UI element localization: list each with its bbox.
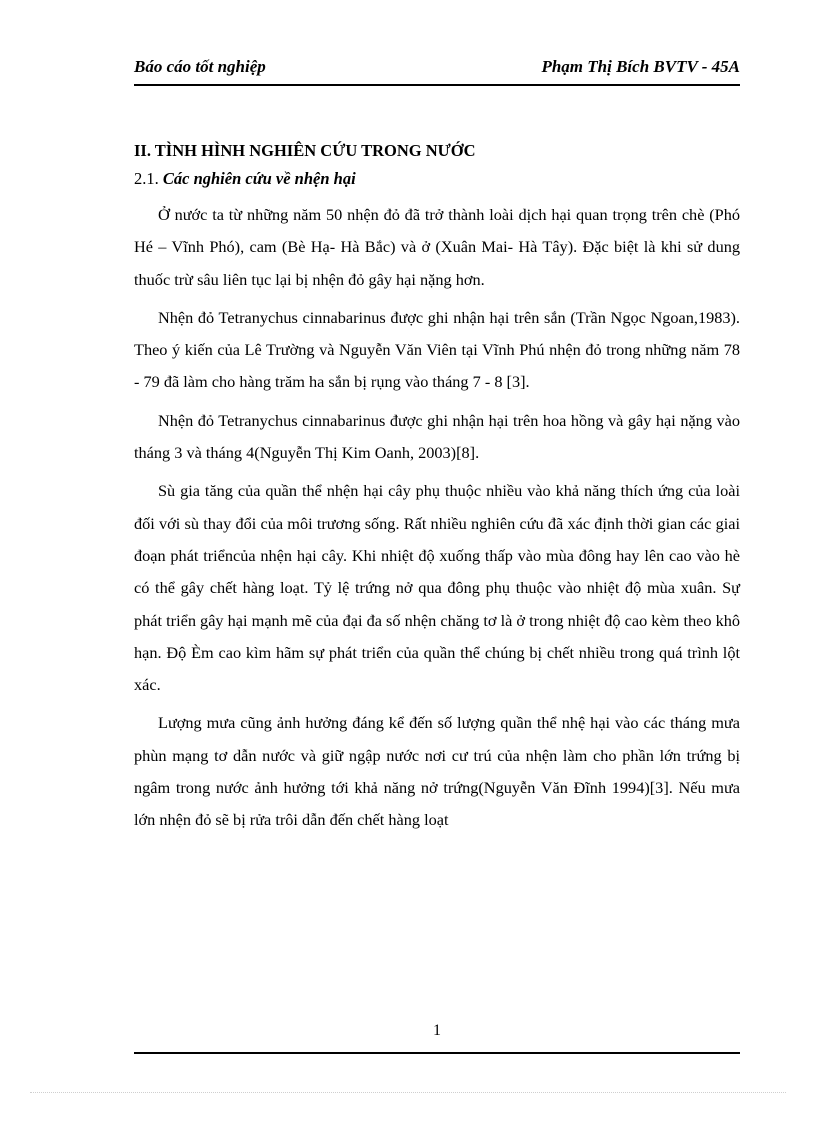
subsection-heading — [134, 165, 740, 193]
page-footer — [134, 1018, 740, 1054]
header-report-title: Báo cáo tốt nghiệp — [134, 57, 266, 76]
document-body — [134, 137, 740, 843]
paragraph-4: Sù gia tăng của quần thể nhện hại cây phụ thuộc nhiều vào khả năng thích ứng của loài đối với sù thay đổi của môi trương sống. Rất nhiều nghiên cứu đã xác định thời gian các giai đoạn phát triểncủa nhện hại cây. Khi nhiệt độ xuống thấp vào mùa đông hay lên cao vào hè có thể gây chết hàng loạt. Tỷ lệ trứng nở qua đông phụ thuộc vào nhiệt độ mùa xuân. Sự phát triển gây hại mạnh mẽ của đại đa số nhện chăng tơ là ở trong nhiệt độ cao kèm theo khô hạn. Độ Èm cao kìm hãm sự phát triển của quần thể chúng bị chết nhiều trong quá trình lột xác. — [134, 481, 740, 695]
paragraph-1: Ở nước ta từ những năm 50 nhện đỏ đã trở thành loài dịch hại quan trọng trên chè (Phó Hé – Vĩnh Phó), cam (Bè Hạ- Hà Bắc) và ở (Xuân Mai- Hà Tây). Đặc biệt là khi sử dung thuốc trừ sâu liên tục lại bị nhện đỏ gây hại nặng hơn. — [134, 205, 740, 289]
header-author: Phạm Thị Bích BVTV - 45A — [541, 57, 740, 76]
paragraph-2: Nhện đỏ Tetranychus cinnabarinus được ghi nhận hại trên sắn (Trần Ngọc Ngoan,1983). Theo ý kiến của Lê Trường và Nguyễn Văn Viên tại Vĩnh Phú nhện đỏ trong những năm 78 - 79 đã làm cho hàng trăm ha sắn bị rụng vào tháng 7 - 8 [3]. — [134, 307, 740, 392]
paragraph-5: Lượng mưa cũng ảnh hưởng đáng kể đến số lượng quần thể nhệ hại vào các tháng mưa phùn mạng tơ dẫn nước và giữ ngập nước nơi cư trú của nhện làm cho phần lớn trứng bị ngâm trong nước ảnh hưởng tới khả năng nở trứng(Nguyễn Văn Đĩnh 1994)[3]. Nếu mưa lớn nhện đỏ sẽ bị rửa trôi dẫn đến chết hàng loạt — [134, 713, 740, 830]
page-header — [134, 54, 740, 86]
page-bottom-divider — [30, 1092, 786, 1093]
subsection-title: Các nghiên cứu về nhện hại — [162, 169, 356, 188]
subsection-number: 2.1. — [134, 169, 159, 188]
page-number: 1 — [433, 1022, 441, 1039]
paragraph-3: Nhện đỏ Tetranychus cinnabarinus được ghi nhận hại trên hoa hồng và gây hại nặng vào tháng 3 và tháng 4(Nguyễn Thị Kim Oanh, 2003)[8]. — [134, 410, 740, 463]
section-title: II. TÌNH HÌNH NGHIÊN CỨU TRONG NƯỚC — [134, 141, 476, 160]
